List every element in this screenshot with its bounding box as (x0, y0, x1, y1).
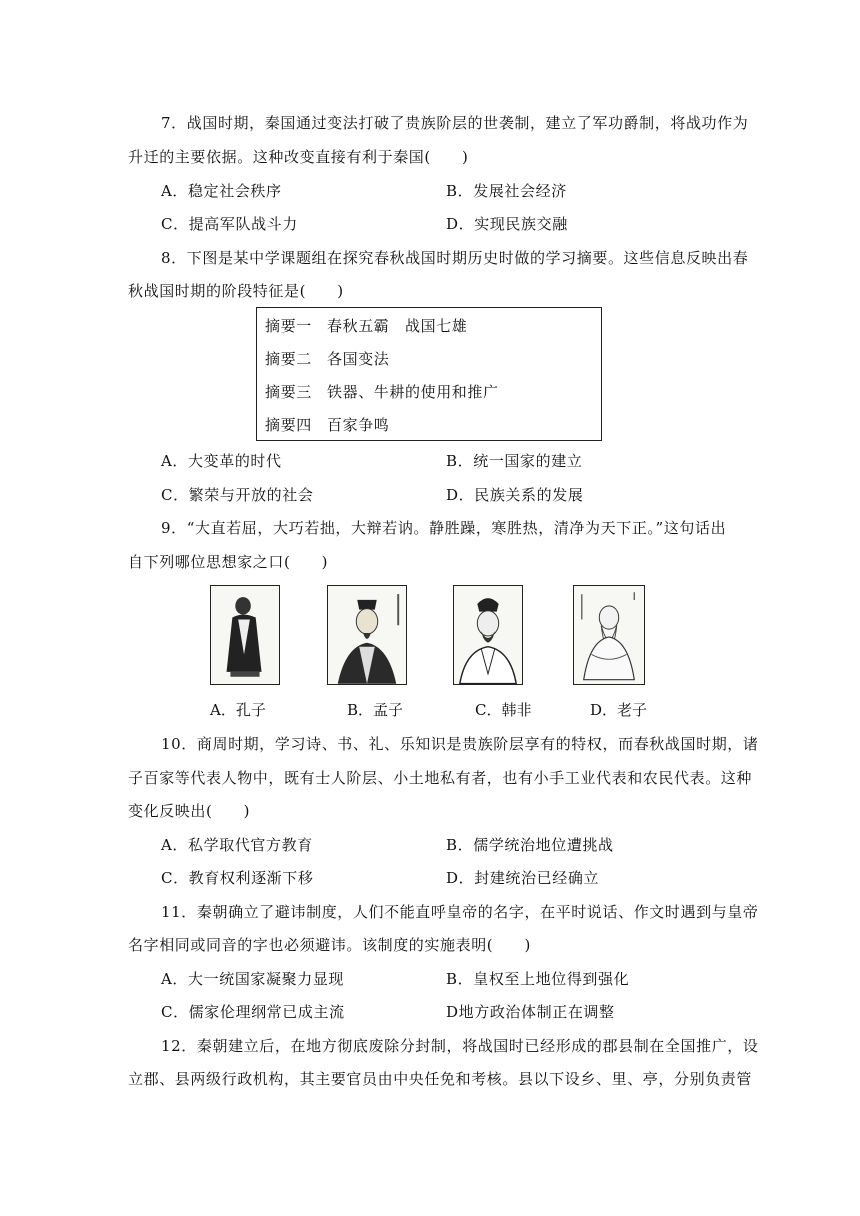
q7-option-c: C．提高军队战斗力 (161, 215, 298, 233)
q8-summary-key: 摘要二 (265, 350, 312, 368)
q11-option-b: B．皇权至上地位得到强化 (446, 970, 630, 988)
q7-option-a: A．稳定社会秩序 (161, 182, 282, 200)
q8-summary-key: 摘要四 (265, 416, 312, 434)
q12-stem-line2: 立郡、县两级行政机构，其主要官员由中央任免和考核。县以下设乡、里、亭，分别负责管 (128, 1070, 753, 1088)
q8-option-c: C．繁荣与开放的社会 (161, 486, 314, 504)
q8-stem-line1: 8．下图是某中学课题组在探究春秋战国时期历史时做的学习摘要。这些信息反映出春 (161, 249, 749, 267)
q8-summary-row (265, 415, 389, 435)
q10-stem-line2: 子百家等代表人物中，既有士人阶层、小土地私有者，也有小手工业代表和农民代表。这种 (128, 769, 753, 787)
portrait-laozi (573, 585, 645, 685)
q8-summary-value: 春秋五霸 战国七雄 (327, 317, 468, 335)
q10-stem-line1: 10．商周时期，学习诗、书、礼、乐知识是贵族阶层享有的特权，而春秋战国时期，诸 (161, 735, 759, 753)
q8-option-a: A．大变革的时代 (161, 452, 282, 470)
q8-summary-key: 摘要三 (265, 383, 312, 401)
q11-option-d: D地方政治体制正在调整 (446, 1003, 615, 1021)
q9-option-a: A．孔子 (210, 701, 266, 719)
q11-stem-line2: 名字相同或同音的字也必须避讳。该制度的实施表明( ) (128, 936, 531, 954)
q8-summary-value: 铁器、牛耕的使用和推广 (327, 383, 499, 401)
q10-option-b: B．儒学统治地位遭挑战 (446, 836, 614, 854)
mencius-figure-drawing (328, 586, 406, 684)
q8-summary-row (265, 349, 389, 369)
q9-option-d: D．老子 (590, 701, 648, 719)
hanfei-figure-drawing (454, 586, 522, 684)
portrait-mencius (327, 585, 407, 685)
q8-option-b: B．统一国家的建立 (446, 452, 583, 470)
portrait-confucius (210, 585, 280, 685)
q8-option-d: D．民族关系的发展 (446, 486, 584, 504)
q7-option-d: D．实现民族交融 (446, 215, 568, 233)
q8-summary-value: 各国变法 (327, 350, 390, 368)
portrait-hanfei (453, 585, 523, 685)
q8-summary-row (265, 382, 499, 402)
q9-option-c: C．韩非 (475, 701, 532, 719)
q8-stem-line2: 秋战国时期的阶段特征是( ) (128, 282, 344, 300)
q8-summary-key: 摘要一 (265, 317, 312, 335)
q8-summary-value: 百家争鸣 (327, 416, 390, 434)
q9-stem-line2: 自下列哪位思想家之口( ) (128, 553, 329, 571)
confucius-figure-drawing (211, 586, 279, 684)
q12-stem-line1: 12．秦朝建立后，在地方彻底废除分封制，将战国时已经形成的郡县制在全国推广，设 (161, 1037, 759, 1055)
q11-option-c: C．儒家伦理纲常已成主流 (161, 1003, 345, 1021)
q9-stem-line1: 9．“大直若屈，大巧若拙，大辩若讷。静胜躁，寒胜热，清净为天下正。”这句话出 (161, 519, 727, 537)
q10-stem-line3: 变化反映出( ) (128, 802, 251, 820)
laozi-figure-drawing (574, 586, 644, 684)
q8-summary-row (265, 316, 467, 336)
q10-option-c: C．教育权利逐渐下移 (161, 869, 314, 887)
q10-option-a: A．私学取代官方教育 (161, 836, 313, 854)
q11-option-a: A．大一统国家凝聚力显现 (161, 970, 345, 988)
q7-option-b: B．发展社会经济 (446, 182, 567, 200)
q10-option-d: D．封建统治已经确立 (446, 869, 600, 887)
q8-summary-table (256, 307, 602, 441)
q11-stem-line1: 11．秦朝确立了避讳制度，人们不能直呼皇帝的名字，在平时说话、作文时遇到与皇帝 (161, 903, 759, 921)
q7-stem-line2: 升迁的主要依据。这种改变直接有利于秦国( ) (128, 148, 469, 166)
q7-stem-line1: 7．战国时期，秦国通过变法打破了贵族阶层的世袭制，建立了军功爵制，将战功作为 (161, 114, 749, 132)
q9-option-b: B．孟子 (347, 701, 404, 719)
